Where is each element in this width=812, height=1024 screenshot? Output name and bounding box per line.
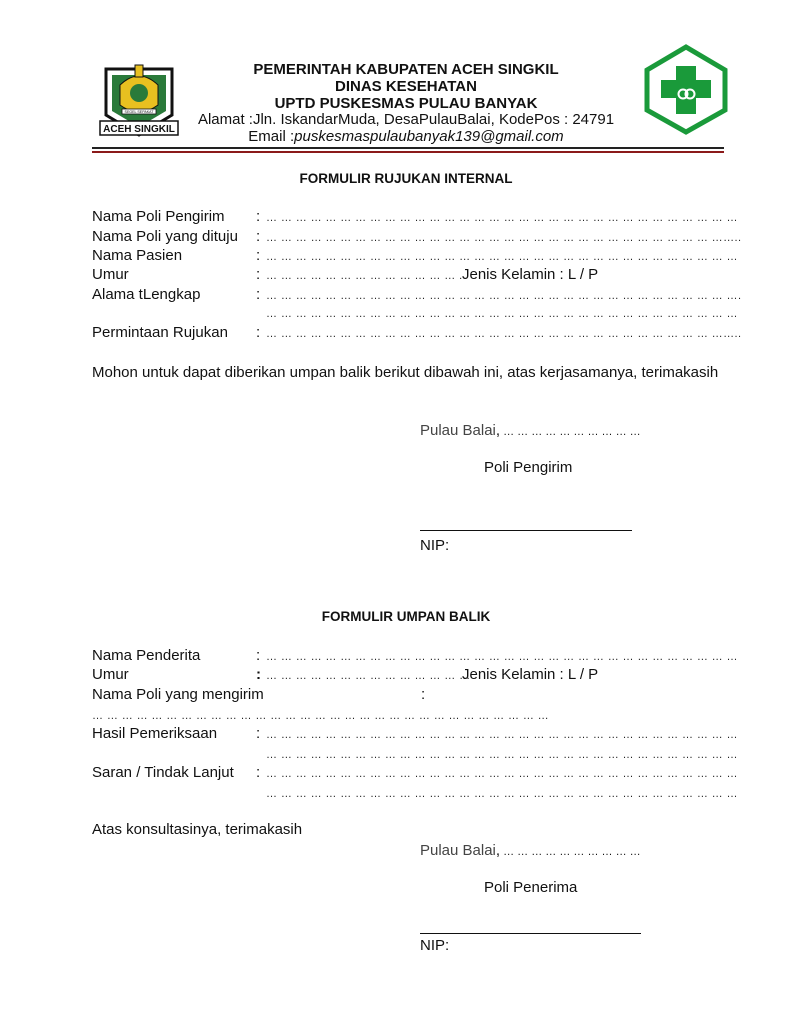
colon: :	[256, 647, 261, 664]
header-agency: DINAS KESEHATAN	[335, 78, 477, 95]
label-poli-mengirim: Nama Poli yang mengirim	[92, 686, 264, 703]
puskesmas-logo	[643, 44, 729, 134]
fill-alamat-line2[interactable]: … … … … … … … … … … … … … … … … … … … … … … … … … … … … … … … …	[266, 308, 738, 320]
place-sep: ,	[495, 842, 501, 859]
signature-line-2	[420, 933, 641, 934]
form1-title: FORMULIR RUJUKAN INTERNAL	[299, 171, 513, 186]
colon: :	[256, 324, 261, 341]
label-umur: Umur	[92, 266, 129, 283]
header-government: PEMERINTAH KABUPATEN ACEH SINGKIL	[253, 61, 559, 78]
date-fill[interactable]: … … … … … … … … … …	[500, 846, 641, 858]
colon: :	[256, 764, 261, 781]
header-email	[180, 128, 632, 145]
colon: :	[256, 208, 261, 225]
label-permintaan: Permintaan Rujukan	[92, 324, 228, 341]
place: Pulau Balai	[420, 422, 496, 439]
date-fill[interactable]: … … … … … … … … … …	[500, 426, 641, 438]
signer-role-2: Poli Penerima	[484, 879, 578, 896]
label-poli-pengirim: Nama Poli Pengirim	[92, 208, 225, 225]
fill-poli-dituju[interactable]: … … … … … … … … … … … … … … … … … … … … … … … … … … … … … … ……..	[266, 232, 742, 244]
colon: :	[256, 286, 261, 303]
colon: :	[256, 228, 261, 245]
fill-nama-penderita[interactable]: … … … … … … … … … … … … … … … … … … … … … … … … … … … … … … … …	[266, 651, 738, 663]
colon: :	[256, 725, 261, 742]
label-poli-dituju: Nama Poli yang dituju	[92, 228, 238, 245]
fill-hasil-line2[interactable]: … … … … … … … … … … … … … … … … … … … … … … … … … … … … … … … …	[266, 749, 738, 761]
label-saran: Saran / Tindak Lanjut	[92, 764, 234, 781]
fill-poli-mengirim[interactable]: … … … … … … … … … … … … … … … … … … … … … … … … … … … … … … …	[92, 710, 550, 722]
colon: :	[256, 666, 261, 683]
colon: :	[421, 686, 426, 703]
signature-place-date-2	[420, 842, 641, 859]
signature-line	[420, 530, 632, 531]
logo-motto: SEGEL SEPAKAT	[124, 110, 154, 115]
form2-title: FORMULIR UMPAN BALIK	[321, 609, 491, 624]
fill-hasil[interactable]: … … … … … … … … … … … … … … … … … … … … … … … … … … … … … … … …	[266, 729, 738, 741]
place-sep: ,	[495, 422, 501, 439]
fill-umur-2[interactable]: … … … … … … … … … … … … … …	[266, 670, 471, 682]
colon: :	[256, 266, 261, 283]
colon: :	[256, 247, 261, 264]
label-umur-2: Umur	[92, 666, 129, 683]
closing-text: Atas konsultasinya, terimakasih	[92, 821, 303, 838]
signer-role: Poli Pengirim	[484, 459, 573, 476]
gender-field[interactable]: Jenis Kelamin : L / P	[462, 266, 599, 283]
header-address: Alamat :Jln. IskandarMuda, DesaPulauBalai, KodePos : 24791	[197, 111, 615, 128]
fill-saran[interactable]: … … … … … … … … … … … … … … … … … … … … … … … … … … … … … … … …	[266, 768, 738, 780]
place: Pulau Balai	[420, 842, 496, 859]
signature-place-date	[420, 422, 641, 439]
fill-alamat[interactable]: … … … … … … … … … … … … … … … … … … … … … … … … … … … … … … … ….	[266, 290, 742, 302]
nip-label: NIP:	[420, 537, 450, 554]
request-text: Mohon untuk dapat diberikan umpan balik berikut dibawah ini, atas kerjasamanya, terimakasih	[92, 364, 719, 381]
gender-field-2[interactable]: Jenis Kelamin : L / P	[462, 666, 599, 683]
email-label: Email :	[248, 128, 295, 145]
fill-poli-pengirim[interactable]: … … … … … … … … … … … … … … … … … … … … … … … … … … … … … … … …	[266, 212, 738, 224]
fill-permintaan[interactable]: … … … … … … … … … … … … … … … … … … … … … … … … … … … … … … ……..	[266, 328, 742, 340]
email-value: puskesmaspulaubanyak139@gmail.com	[294, 128, 564, 145]
header-rule-black	[92, 147, 724, 149]
aceh-singkil-logo	[98, 55, 180, 139]
nip-label-2: NIP:	[420, 937, 450, 954]
label-alamat: Alama tLengkap	[92, 286, 201, 303]
label-nama-pasien: Nama Pasien	[92, 247, 183, 264]
header-rule-red	[92, 151, 724, 153]
fill-umur[interactable]: … … … … … … … … … … … … … .	[266, 270, 463, 282]
fill-saran-line2[interactable]: … … … … … … … … … … … … … … … … … … … … … … … … … … … … … … … …	[266, 788, 738, 800]
label-nama-penderita: Nama Penderita	[92, 647, 201, 664]
label-hasil: Hasil Pemeriksaan	[92, 725, 218, 742]
logo-caption: ACEH SINGKIL	[103, 124, 175, 135]
fill-nama-pasien[interactable]: … … … … … … … … … … … … … … … … … … … … … … … … … … … … … … … …	[266, 251, 738, 263]
header-unit: UPTD PUSKESMAS PULAU BANYAK	[274, 95, 538, 112]
